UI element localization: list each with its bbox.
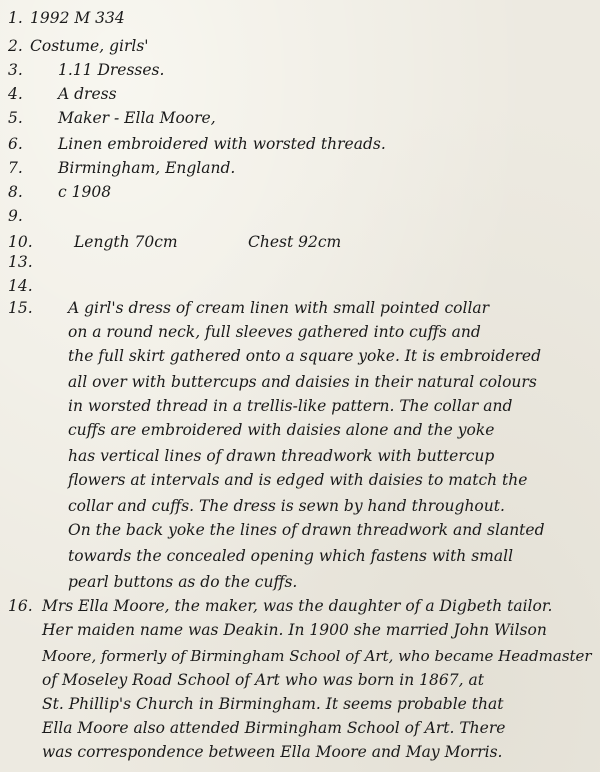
history-line: was correspondence between Ella Moore and May Morris. <box>42 743 503 761</box>
description-line: A girl's dress of cream linen with small pointed collar <box>68 299 490 317</box>
field-accession-number: 1992 M 334 <box>30 9 125 27</box>
field-object-name: A dress <box>58 85 117 103</box>
field-place: Birmingham, England. <box>58 159 236 177</box>
history-line: St. Phillip's Church in Birmingham. It seems probable that <box>42 695 504 713</box>
description-line: towards the concealed opening which fastens with small <box>68 547 514 565</box>
field-length: Length 70cm <box>74 233 178 251</box>
field-number: 8. <box>8 183 23 201</box>
description-line: has vertical lines of drawn threadwork with buttercup <box>68 447 495 465</box>
field-number: 14. <box>8 277 33 295</box>
description-line: flowers at intervals and is edged with daisies to match the <box>68 471 528 489</box>
field-number: 7. <box>8 159 23 177</box>
field-number: 15. <box>8 299 33 317</box>
field-number: 16. <box>8 597 33 615</box>
field-number: 13. <box>8 253 33 271</box>
history-line: of Moseley Road School of Art who was born in 1867, at <box>42 671 484 689</box>
field-maker: Maker - Ella Moore, <box>58 109 216 127</box>
description-line: cuffs are embroidered with daisies alone and the yoke <box>68 421 495 439</box>
field-classification: Costume, girls' <box>30 37 149 55</box>
history-line: Moore, formerly of Birmingham School of Art, who became Headmaster <box>42 647 592 665</box>
history-line: Ella Moore also attended Birmingham School of Art. There <box>42 719 506 737</box>
field-number: 5. <box>8 109 23 127</box>
field-chest: Chest 92cm <box>248 233 342 251</box>
field-materials: Linen embroidered with worsted threads. <box>58 135 386 153</box>
description-line: all over with buttercups and daisies in their natural colours <box>68 373 537 391</box>
description-line: pearl buttons as do the cuffs. <box>68 573 298 591</box>
description-line: on a round neck, full sleeves gathered into cuffs and <box>68 323 481 341</box>
field-category: 1.11 Dresses. <box>58 61 165 79</box>
field-date: c 1908 <box>58 183 112 201</box>
field-number: 2. <box>8 37 23 55</box>
field-number: 1. <box>8 9 23 27</box>
field-number: 10. <box>8 233 33 251</box>
description-line: collar and cuffs. The dress is sewn by hand throughout. <box>68 497 505 515</box>
description-line: in worsted thread in a trellis-like pattern. The collar and <box>68 397 513 415</box>
description-line: On the back yoke the lines of drawn threadwork and slanted <box>68 521 545 539</box>
description-line: the full skirt gathered onto a square yoke. It is embroidered <box>68 347 542 365</box>
history-line: Her maiden name was Deakin. In 1900 she married John Wilson <box>42 621 547 639</box>
field-number: 4. <box>8 85 23 103</box>
field-number: 3. <box>8 61 23 79</box>
field-number: 6. <box>8 135 23 153</box>
field-number: 9. <box>8 207 23 225</box>
history-line: Mrs Ella Moore, the maker, was the daughter of a Digbeth tailor. <box>42 597 553 615</box>
